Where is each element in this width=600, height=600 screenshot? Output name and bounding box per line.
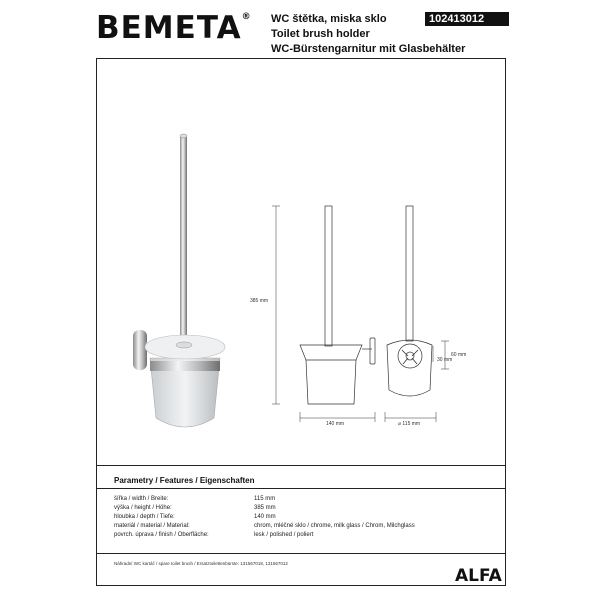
brand-name: BEMETA xyxy=(96,10,242,46)
title-de: WC-Bürstengarnitur mit Glasbehälter xyxy=(271,43,466,55)
product-code: 102413012 xyxy=(425,12,509,26)
dimension-60-label: 60 mm xyxy=(451,352,467,358)
registered-mark: ® xyxy=(241,12,252,22)
features-divider xyxy=(96,488,506,489)
series-name: ALFA xyxy=(455,566,502,586)
spec-value: 140 mm xyxy=(254,514,276,520)
spec-label: šířka / width / Breite: xyxy=(114,496,169,502)
spare-part-note: Náhradní WC kartáč / spare toilet brush / Ersatztoilettenbürste: 131567018, 131567012 xyxy=(114,561,288,566)
spec-value: 115 mm xyxy=(254,496,276,502)
depth-dimension-label: 140 mm xyxy=(326,421,345,427)
side-view-drawing xyxy=(272,206,375,422)
cup-ring xyxy=(150,361,220,371)
spec-value: lesk / polished / poliert xyxy=(254,532,314,538)
spec-label: hloubka / depth / Tiefe: xyxy=(114,514,175,520)
spec-label: povrch. úprava / finish / Oberfläche: xyxy=(114,532,209,538)
spec-label: materiál / material / Material: xyxy=(114,523,190,529)
spec-value: 385 mm xyxy=(254,505,276,511)
width-dimension-label: ⌀ 115 mm xyxy=(398,421,421,427)
wall-mount xyxy=(133,330,147,370)
title-en: Toilet brush holder xyxy=(271,28,370,40)
spec-value: chrom, mléčné sklo / chrome, milk glass / Chrom, Milchglass xyxy=(254,523,415,529)
spec-label: výška / height / Höhe: xyxy=(114,505,172,511)
features-title: Parametry / Features / Eigenschaften xyxy=(114,476,255,485)
front-view-drawing xyxy=(385,206,449,422)
height-dimension-label: 385 mm xyxy=(250,298,269,304)
dimension-30-label: 30 mm xyxy=(437,357,453,363)
note-divider xyxy=(96,553,506,554)
product-photo xyxy=(133,134,225,427)
title-cz: WC štětka, miska sklo xyxy=(271,13,387,25)
brush-handle xyxy=(180,136,187,351)
